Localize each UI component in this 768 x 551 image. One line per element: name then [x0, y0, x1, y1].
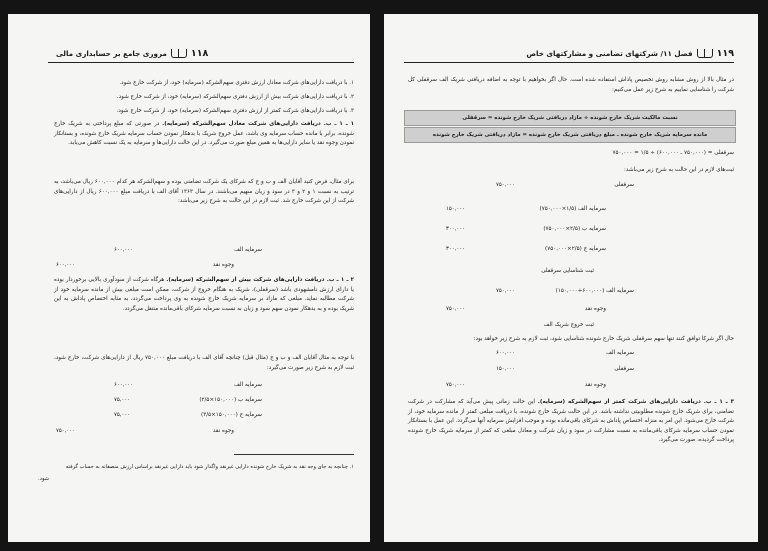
header-rule — [404, 62, 734, 63]
list-item: ۱. با دریافت دارایی‌های شرکت معادل ارزش دفتری سهم‌الشرکه (سرمایه) خود، از شرکت خارج شود. — [119, 80, 354, 86]
section-body: این حالت زمانی پیش می‌آید که مشارکت در شرکت تضامنی، برای شریک خارج شونده مطلوبیتی نداشته باشد. در این حالت شریک خارج شونده، با دریافت مبلغی کمتر از مانده سرمایه خود، از شرکت خارج می‌شود. این امر به منزله اختصاص پاداش به شرکای باقی‌مانده بوده و موجب افزایش سرمایه آنها می‌گردد. این عمل با بستانکار نمودن حساب سرمایه شرکای باقی‌مانده به نسبت مشارکت در سود و زیان شرکت و معادل مبلغی که کمتر از سرمایه شریک خارج شونده پرداخت گردیده، صورت می‌گیرد. — [408, 399, 734, 444]
journal-account: سرمایه ج (۱۵۰,۰۰۰×۳/۵) — [201, 412, 262, 418]
header-rule — [48, 62, 354, 63]
left-page — [8, 14, 370, 542]
journal-account: سرمایه ج (۲/۵×۷۵۰,۰۰۰) — [545, 246, 606, 252]
list-item: ۲. با دریافت دارایی‌های شرکت بیش از ارزش دفتری سهم‌الشرکه (سرمایه) خود، از شرکت خارج شود. — [116, 94, 354, 100]
section1-paragraph — [54, 120, 354, 149]
journal-account: سرقفلی — [614, 182, 634, 188]
journal-account: وجوه نقد — [212, 428, 234, 434]
journal-account: سرمایه ب (۱۵۰,۰۰۰×۲/۵) — [199, 397, 262, 403]
journal-credit: ۷۵۰,۰۰۰ — [56, 428, 76, 434]
section3-paragraph — [408, 398, 734, 446]
running-title: مروری جامع بر حسابداری مالی — [56, 49, 167, 58]
journal-account: سرمایه الف — [606, 350, 634, 356]
journal-account: وجوه نقد — [212, 262, 234, 268]
example2-paragraph: با توجه به مثال آقایان الف و ب و ج (مثال قبل) چنانچه آقای الف با دریافت مبلغ ۷۵۰,۰۰۰ ریال از دارایی‌های شرکت، خارج شود، ثبت لازم به شرح زیر صورت می‌گیرد: — [54, 355, 354, 371]
footnote: ۱. چنانچه به جای وجه نقد به شریک خارج شونده دارایی غیرنقد واگذار شود باید دارایی غیرنقد براساس ارزش منصفانه به حساب گرفته — [65, 464, 354, 470]
journal-intro: ثبت‌های لازم در این حالت به شرح زیر می‌باشد: — [624, 167, 734, 173]
journal-debit: ۷۵,۰۰۰ — [114, 412, 131, 418]
journal-account: سرمایه الف — [234, 382, 262, 388]
footnote-rule — [234, 454, 354, 455]
section-body: در صورتی که مبلغ پرداختی به شریک خارج شونده، برابر با مانده حساب سرمایه وی باشد، عمل خروج شریک با بدهکار نمودن حساب سرمایه شریک خارج شونده، و بستانکار نمودن وجوه نقد یا سایر دارایی‌ها به همین مبلغ صورت می‌گیرد. در این حالت دارایی‌ها و سرمایه به یک نسبت کاهش می‌یابد. — [54, 121, 354, 147]
formula-box: نسبت مالکیت شریک خارج شونده ÷ مازاد دریافتی شریک خارج شونده = سرقفلی — [404, 110, 736, 126]
section2-paragraph — [54, 276, 354, 314]
running-title: فصل ۱۱/ شرکتهای تضامنی و مشارکتهای خاص — [526, 49, 693, 58]
journal-credit: ۶۰۰,۰۰۰ — [56, 262, 76, 268]
journal-credit: ۳۰۰,۰۰۰ — [446, 226, 466, 232]
journal-debit: ۶۰۰,۰۰۰ — [114, 382, 134, 388]
journal-account: سرقفلی — [614, 366, 634, 372]
journal-debit: ۱۵۰,۰۰۰ — [496, 366, 516, 372]
journal-debit: ۷۵۰,۰۰۰ — [496, 182, 516, 188]
page-number: ۱۱۸ — [190, 48, 209, 59]
list-item: ۳. با دریافت دارایی‌های شرکت کمتر از ارزش دفتری سهم‌الشرکه (سرمایه) خود، از شرکت خارج شود. — [116, 108, 354, 114]
journal-debit: ۷۵,۰۰۰ — [114, 397, 131, 403]
book-icon — [697, 49, 713, 58]
journal-credit: ۷۵۰,۰۰۰ — [446, 306, 466, 312]
journal-account: سرمایه ب (۲/۵×۷۵۰,۰۰۰) — [543, 226, 606, 232]
section-heading: ۲ ـ ۱ ـ ب. دریافت دارایی‌های شرکت بیش از سهم‌الشرکه (سرمایه). — [166, 277, 355, 283]
journal-account: وجوه نقد — [584, 306, 606, 312]
journal-caption: ثبت خروج شریک الف — [543, 322, 594, 328]
section-heading: ۱ ـ ۱ ـ ب. دریافت دارایی‌های شرکت معادل سهم‌الشرکه (سرمایه). — [162, 121, 354, 127]
goodwill-formula: سرقفلی = (۷۵۰,۰۰۰ ـ ۶۰۰,۰۰۰) ÷ ۱/۵ = ۷۵۰,۰۰۰ — [612, 150, 734, 156]
right-page-header — [526, 48, 734, 59]
right-page — [384, 14, 758, 542]
alt-paragraph: حال اگر شرکا توافق کنند تنها سهم سرقفلی شریک خارج شونده شناسایی شود، ثبت لازم به شرح زیر خواهد بود: — [473, 336, 734, 342]
footnote: شود. — [38, 476, 49, 482]
journal-debit: ۶۰۰,۰۰۰ — [114, 247, 134, 253]
journal-caption: ثبت شناسایی سرقفلی — [541, 268, 594, 274]
journal-account: سرمایه الف — [234, 247, 262, 253]
example1-paragraph: برای مثال، فرض کنید آقایان الف و ب و ج که شرکای یک شرکت تضامنی بوده و سهم‌الشرکه هر کدام ۶۰۰,۰۰۰ ریال می‌باشد، به ترتیب به نسبت ۱ و ۲ و ۳ در سود و زیان سهیم می‌باشند. در سال ۱۳۶۳ آقای الف با دریافت مبلغ ۶۰۰,۰۰۰ ریال از دارایی‌های شرکت از این شرکت خارج شد. ثبت لازم در این حالت به شرح زیر می‌باشد: — [54, 179, 354, 205]
formula-box: مانده سرمایه شریک خارج شونده ـ مبلغ دریافتی شریک خارج شونده = مازاد دریافتی شریک خارج شونده — [404, 127, 736, 143]
journal-credit: ۳۰۰,۰۰۰ — [446, 246, 466, 252]
page-number: ۱۱۹ — [716, 48, 734, 59]
journal-account: وجوه نقد — [584, 382, 606, 388]
intro-paragraph: در مثال بالا از روش مشابه روش تخصیص پاداش استفاده شده است. حال اگر بخواهیم با توجه به اضافه دریافتی شریک الف سرقفلی کل شرکت را شناسایی نماییم به شرح زیر عمل می‌کنیم: — [408, 77, 734, 93]
journal-account: سرمایه الف (۱/۵×۷۵۰,۰۰۰) — [539, 206, 606, 212]
section-heading: ۳ ـ ۱ ـ ب. دریافت دارایی‌های شرکت کمتر از سهم‌الشرکه (سرمایه). — [537, 399, 734, 405]
journal-credit: ۱۵۰,۰۰۰ — [446, 206, 466, 212]
section-body: هرگاه شرکت از سودآوری بالایی برخوردار بوده یا دارای ارزش نامشهودی باشد (سرقفلی)، شریک به هنگام خروج از شرکت، ممکن است مبلغی بیش از مانده سرمایه خود از شرکت مطالبه نماید. مبلغی که مازاد بر سرمایه شریک خارج شونده به وی پرداخت می‌گردد، به مثابه اختصاص پاداش به این شریک بوده و به بدهکار نمودن سهم سود و زیان به نسبت سرمایه شرکای باقی‌مانده منتقل می‌گردد. — [54, 277, 354, 312]
left-page-header — [56, 48, 208, 59]
journal-credit: ۷۵۰,۰۰۰ — [446, 382, 466, 388]
journal-account: سرمایه الف (۶۰۰,۰۰۰+۱۵۰,۰۰۰) — [555, 288, 634, 294]
journal-debit: ۷۵۰,۰۰۰ — [496, 288, 516, 294]
book-icon — [171, 49, 187, 58]
journal-debit: ۶۰۰,۰۰۰ — [496, 350, 516, 356]
